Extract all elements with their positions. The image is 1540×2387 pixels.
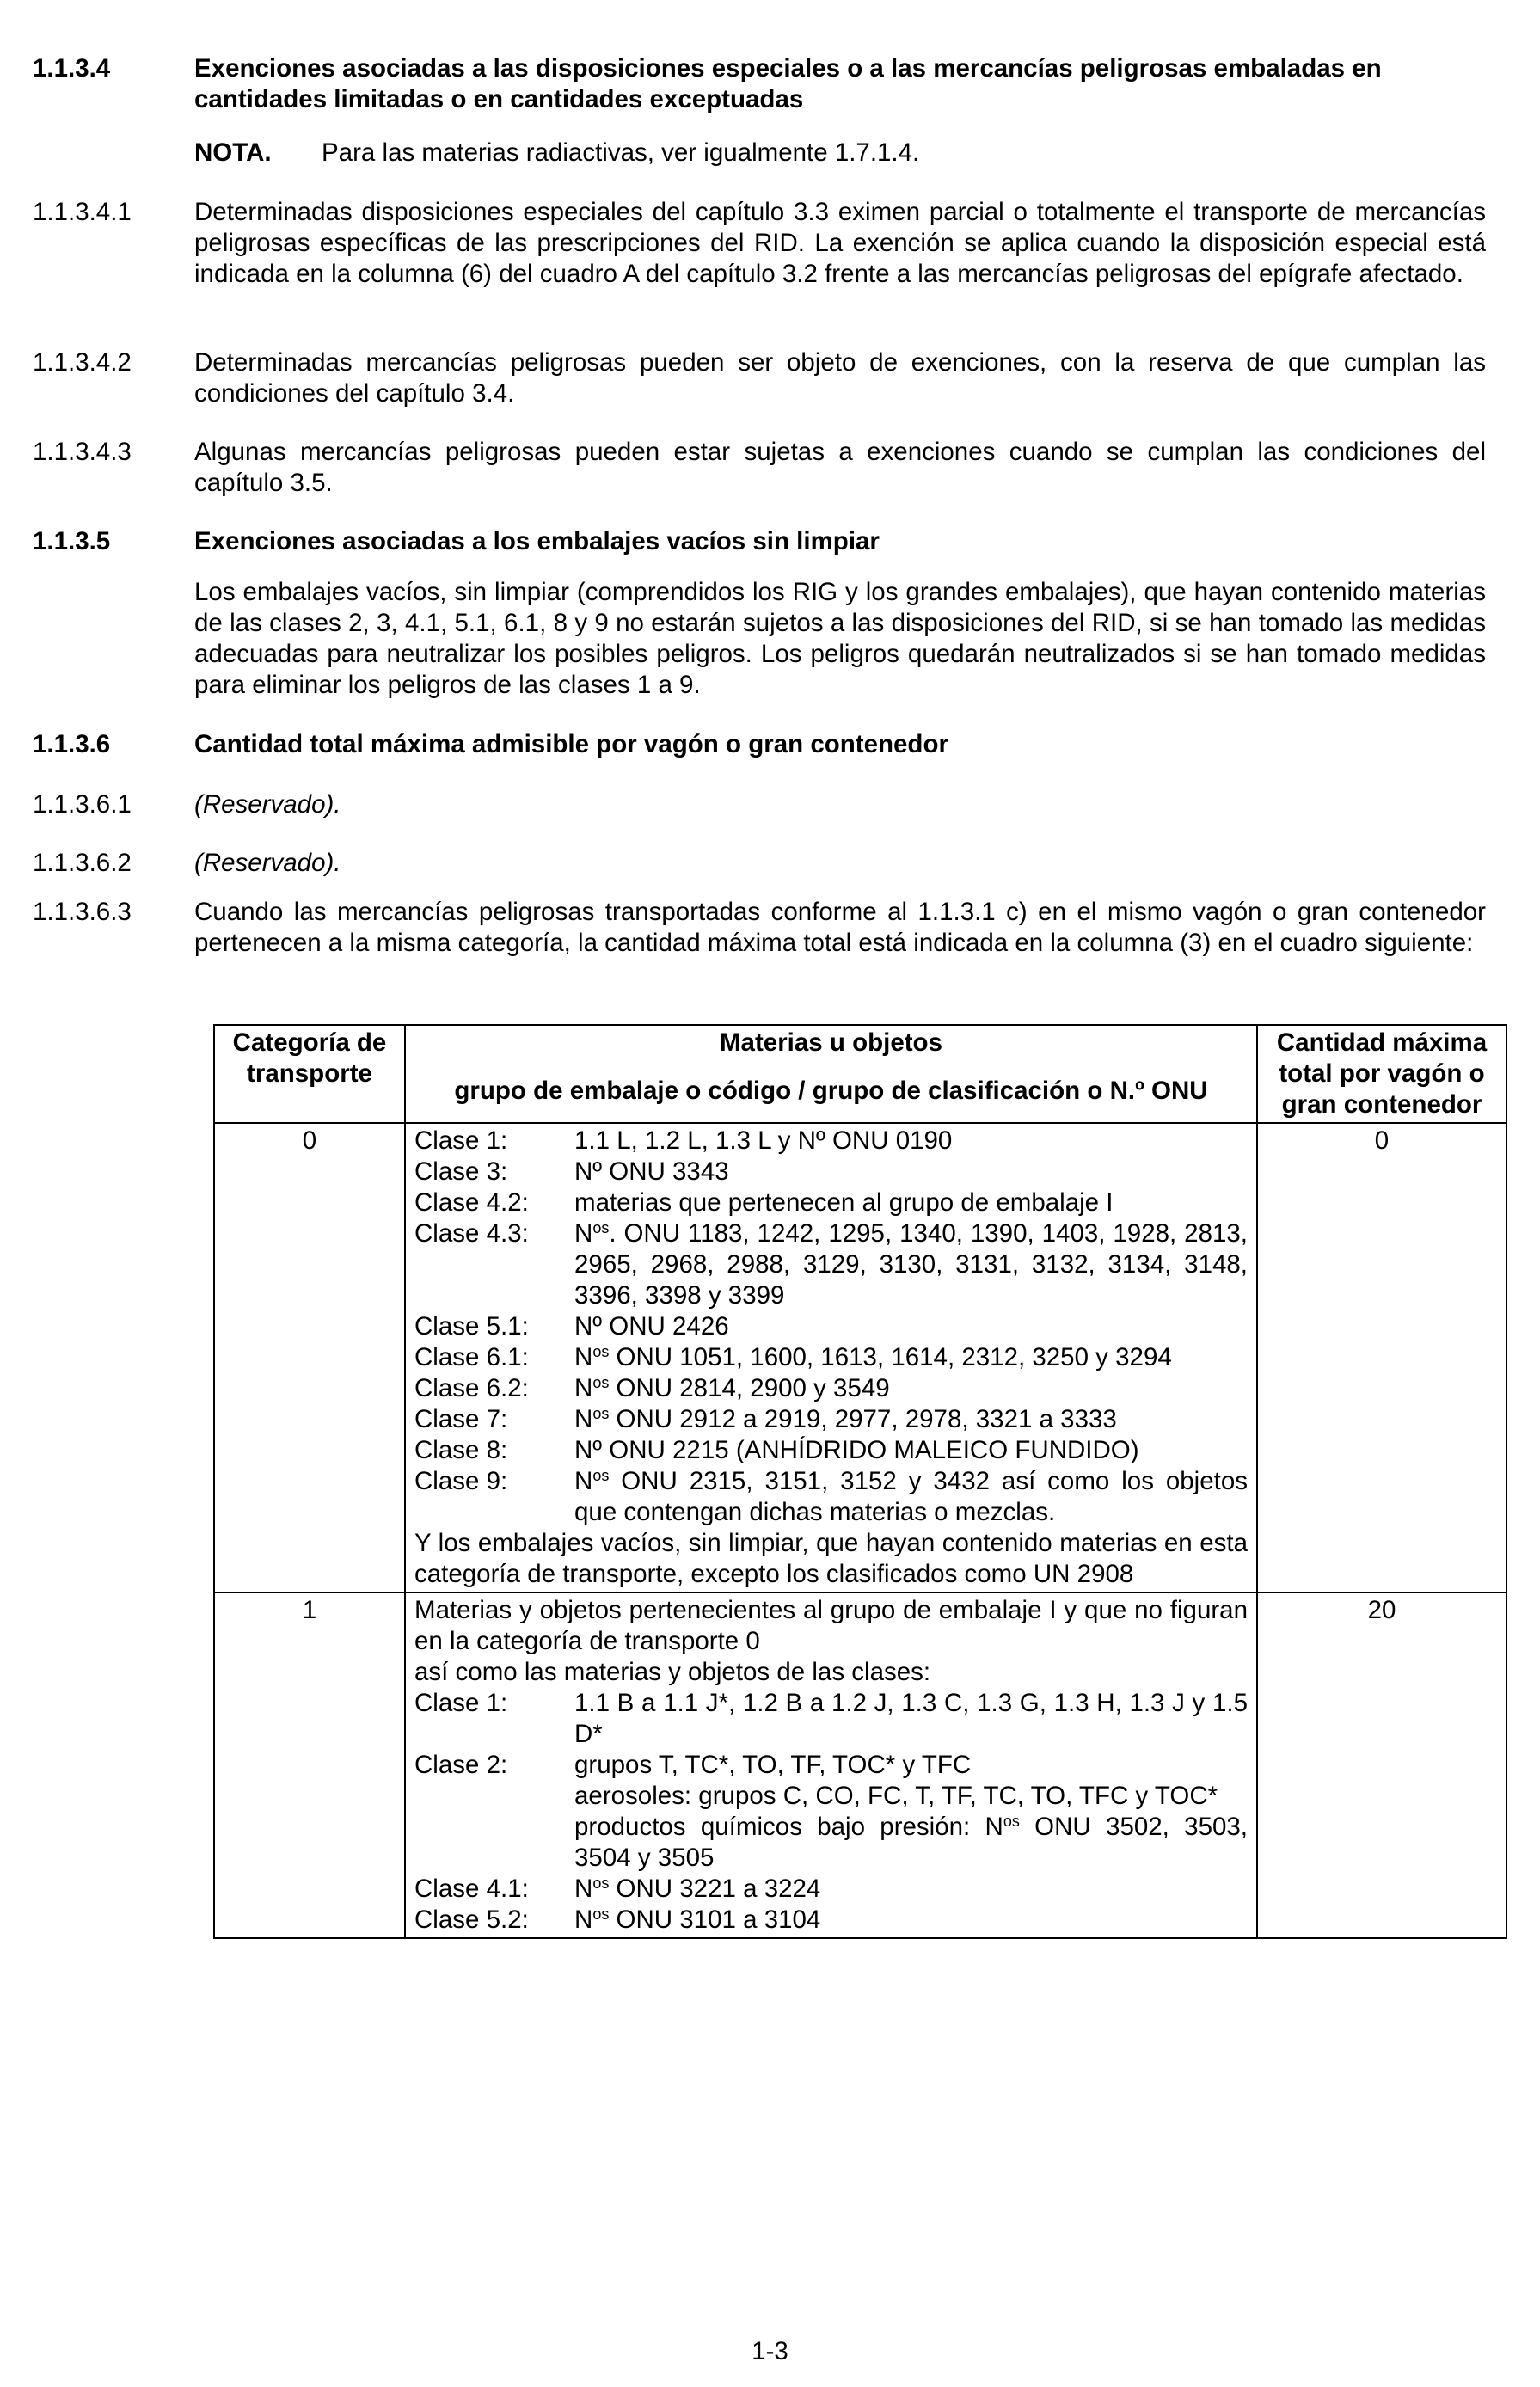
category-intro-2: así como las materias y objetos de las clases: — [414, 1658, 931, 1686]
section-title: Cantidad total máxima admisible por vagón o gran contenedor — [194, 730, 948, 758]
un-list: ONU 3221 a 3224 — [609, 1875, 821, 1903]
class-entry — [414, 1342, 1248, 1373]
materials-cell — [405, 1123, 1257, 1592]
table-header-row — [214, 1025, 1506, 1123]
class-desc: 1.1 L, 1.2 L, 1.3 L y Nº ONU 0190 — [574, 1126, 953, 1155]
class-label: Clase 2: — [414, 1751, 508, 1779]
class-entry — [414, 1466, 1248, 1528]
transport-category-table — [213, 1024, 1507, 1939]
section-1-1-3-4-1 — [33, 197, 1486, 321]
class-desc — [574, 1342, 1248, 1373]
un-prefix: N — [574, 1467, 593, 1495]
class-desc: Nº ONU 3343 — [574, 1157, 729, 1186]
header-materials-line2: grupo de embalaje o código / grupo de clasificación o N.º ONU — [454, 1077, 1208, 1105]
class-desc: materias que pertenecen al grupo de embalaje I — [574, 1188, 1114, 1217]
quantity-cell: 0 — [1257, 1123, 1506, 1592]
un-prefix: N — [574, 1219, 593, 1248]
materials-cell — [405, 1592, 1257, 1938]
class-desc — [574, 1218, 1248, 1311]
un-prefix-sup: os — [592, 1405, 610, 1422]
un-prefix-sup: os — [592, 1219, 610, 1236]
class-label: Clase 3: — [414, 1157, 508, 1186]
section-number: 1.1.3.5 — [33, 527, 111, 555]
note — [33, 138, 1486, 169]
page-number: 1-3 — [752, 2337, 788, 2366]
class-entry — [414, 1404, 1248, 1435]
section-text: Cuando las mercancías peligrosas transportadas conforme al 1.1.3.1 c) en el mismo vagón o gran contenedor pertenecen a la misma categoría, la cantidad máxima total está indicada en la columna (3) en el cuadro siguiente: — [194, 898, 1486, 957]
class-label: Clase 4.2: — [414, 1188, 529, 1217]
chem-list: ONU 3502, 3503, 3504 y 3505 — [574, 1813, 1248, 1872]
chem-prefix-sup: os — [1003, 1813, 1020, 1830]
section-1-1-3-6 — [33, 729, 1486, 760]
note-label: NOTA. — [194, 138, 272, 167]
class-entry — [414, 1218, 1248, 1311]
section-1-1-3-4 — [33, 53, 1486, 115]
un-list: ONU 2912 a 2919, 2977, 2978, 3321 a 3333 — [609, 1405, 1117, 1433]
class-label: Clase 9: — [414, 1467, 508, 1495]
header-materials-line1: Materias u objetos — [719, 1028, 942, 1057]
class-entry — [414, 1750, 1248, 1874]
section-title: Exenciones asociadas a las disposiciones especiales o a las mercancías peligrosas embaladas en cantidades limitadas o en cantidades exceptuadas — [194, 54, 1382, 114]
section-1-1-3-6-3 — [33, 897, 1486, 990]
section-text: Algunas mercancías peligrosas pueden estar sujetas a exenciones cuando se cumplan las condiciones del capítulo 3.5. — [194, 438, 1486, 497]
section-title: Exenciones asociadas a los embalajes vacíos sin limpiar — [194, 527, 880, 555]
section-1-1-3-6-1 — [33, 789, 1486, 820]
class-label: Clase 6.2: — [414, 1374, 529, 1402]
class-label: Clase 4.1: — [414, 1875, 529, 1903]
note-text: Para las materias radiactivas, ver igualmente 1.7.1.4. — [322, 138, 920, 167]
section-number: 1.1.3.6.2 — [33, 849, 132, 877]
section-number: 1.1.3.6 — [33, 730, 111, 758]
class2-groups: grupos T, TC*, TO, TF, TOC* y TFC — [574, 1751, 972, 1779]
section-number: 1.1.3.6.1 — [33, 790, 132, 819]
un-list: ONU 1051, 1600, 1613, 1614, 2312, 3250 y 3294 — [609, 1343, 1172, 1371]
category-cell: 0 — [214, 1123, 405, 1592]
section-number: 1.1.3.4.1 — [33, 198, 132, 226]
section-number: 1.1.3.4.2 — [33, 348, 132, 377]
header-transport-category: Categoría de transporte — [214, 1025, 405, 1123]
chem-prefix: productos químicos bajo presión: N — [574, 1813, 1003, 1841]
class-entry — [414, 1126, 1248, 1157]
class-label: Clase 8: — [414, 1436, 508, 1464]
section-number: 1.1.3.4.3 — [33, 438, 132, 466]
class-desc — [574, 1466, 1248, 1528]
section-1-1-3-5-text — [33, 577, 1486, 701]
class-desc: Nº ONU 2215 (ANHÍDRIDO MALEICO FUNDIDO) — [574, 1436, 1139, 1464]
class-entry — [414, 1311, 1248, 1342]
class-desc: 1.1 B a 1.1 J*, 1.2 B a 1.2 J, 1.3 C, 1.3 G, 1.3 H, 1.3 J y 1.5 D* — [574, 1689, 1248, 1748]
table-row — [214, 1592, 1506, 1938]
un-list: ONU 2315, 3151, 3152 y 3432 así como los objetos que contengan dichas materias o mezclas. — [574, 1467, 1248, 1526]
section-text: (Reservado). — [194, 849, 341, 877]
class-desc — [574, 1404, 1248, 1435]
un-list: ONU 3101 a 3104 — [609, 1905, 821, 1934]
un-prefix: N — [574, 1343, 593, 1371]
un-prefix-sup: os — [592, 1374, 610, 1391]
section-text: Determinadas mercancías peligrosas pueden ser objeto de exenciones, con la reserva de que cumplan las condiciones del capítulo 3.4. — [194, 348, 1486, 408]
class-entry — [414, 1373, 1248, 1404]
class-entry — [414, 1874, 1248, 1905]
class-desc — [574, 1750, 1248, 1874]
section-1-1-3-4-2 — [33, 347, 1486, 409]
section-text: (Reservado). — [194, 790, 341, 819]
un-prefix: N — [574, 1875, 593, 1903]
header-materials — [405, 1025, 1257, 1123]
class-desc — [574, 1373, 1248, 1404]
section-number: 1.1.3.6.3 — [33, 898, 132, 926]
class-label: Clase 7: — [414, 1405, 508, 1433]
class-label: Clase 4.3: — [414, 1219, 529, 1248]
class2-aerosols: aerosoles: grupos C, CO, FC, T, TF, TC, TO, TFC y TOC* — [574, 1782, 1218, 1810]
class-entry — [414, 1187, 1248, 1218]
class2-chemicals — [574, 1812, 1248, 1874]
section-1-1-3-5 — [33, 526, 1486, 557]
empty-packaging-note: Y los embalajes vacíos, sin limpiar, que hayan contenido materias en esta categoría de transporte, excepto los clasificados como UN 2908 — [414, 1529, 1248, 1588]
un-prefix-sup: os — [592, 1467, 610, 1484]
table-row — [214, 1123, 1506, 1592]
category-intro: Materias y objetos pertenecientes al grupo de embalaje I y que no figuran en la categoría de transporte 0 — [414, 1596, 1248, 1655]
class-desc: Nº ONU 2426 — [574, 1312, 729, 1341]
un-prefix-sup: os — [592, 1343, 610, 1360]
section-text: Determinadas disposiciones especiales del capítulo 3.3 eximen parcial o totalmente el transporte de mercancías peligrosas específicas de las prescripciones del RID. La exención se aplica cuando la disposición especial está indicada en la columna (6) del cuadro A del capítulo 3.2 frente a las mercancías peligrosas del epígrafe afectado. — [194, 198, 1486, 288]
un-list: ONU 2814, 2900 y 3549 — [609, 1374, 890, 1402]
section-1-1-3-6-2 — [33, 848, 1486, 879]
un-prefix-sup: os — [592, 1875, 610, 1892]
class-label: Clase 5.2: — [414, 1905, 529, 1934]
un-prefix-sup: os — [592, 1905, 610, 1923]
class-desc — [574, 1905, 1248, 1936]
un-list: . ONU 1183, 1242, 1295, 1340, 1390, 1403, 1928, 2813, 2965, 2968, 2988, 3129, 3130, 3131, 3132, 3134, 3148, 3396, 3398 y 3399 — [574, 1219, 1248, 1310]
class-label: Clase 1: — [414, 1126, 508, 1155]
class-desc — [574, 1874, 1248, 1905]
un-prefix: N — [574, 1405, 593, 1433]
class-label: Clase 5.1: — [414, 1312, 529, 1341]
class-entry — [414, 1688, 1248, 1750]
class-label: Clase 6.1: — [414, 1343, 529, 1371]
section-number: 1.1.3.4 — [33, 54, 111, 83]
section-text: Los embalajes vacíos, sin limpiar (comprendidos los RIG y los grandes embalajes), que hayan contenido materias de las clases 2, 3, 4.1, 5.1, 6.1, 8 y 9 no estarán sujetos a las disposiciones del RID, si se han tomado las medidas adecuadas para neutralizar los posibles peligros. Los peligros quedarán neutralizados si se han tomado medidas para eliminar los peligros de las clases 1 a 9. — [194, 578, 1486, 699]
un-prefix: N — [574, 1905, 593, 1934]
class-entry — [414, 1157, 1248, 1187]
section-1-1-3-4-3 — [33, 437, 1486, 499]
class-entry — [414, 1435, 1248, 1466]
category-cell: 1 — [214, 1592, 405, 1938]
class-label: Clase 1: — [414, 1689, 508, 1717]
class-entry — [414, 1905, 1248, 1936]
quantity-cell: 20 — [1257, 1592, 1506, 1938]
header-max-quantity: Cantidad máxima total por vagón o gran contenedor — [1257, 1025, 1506, 1123]
un-prefix: N — [574, 1374, 593, 1402]
